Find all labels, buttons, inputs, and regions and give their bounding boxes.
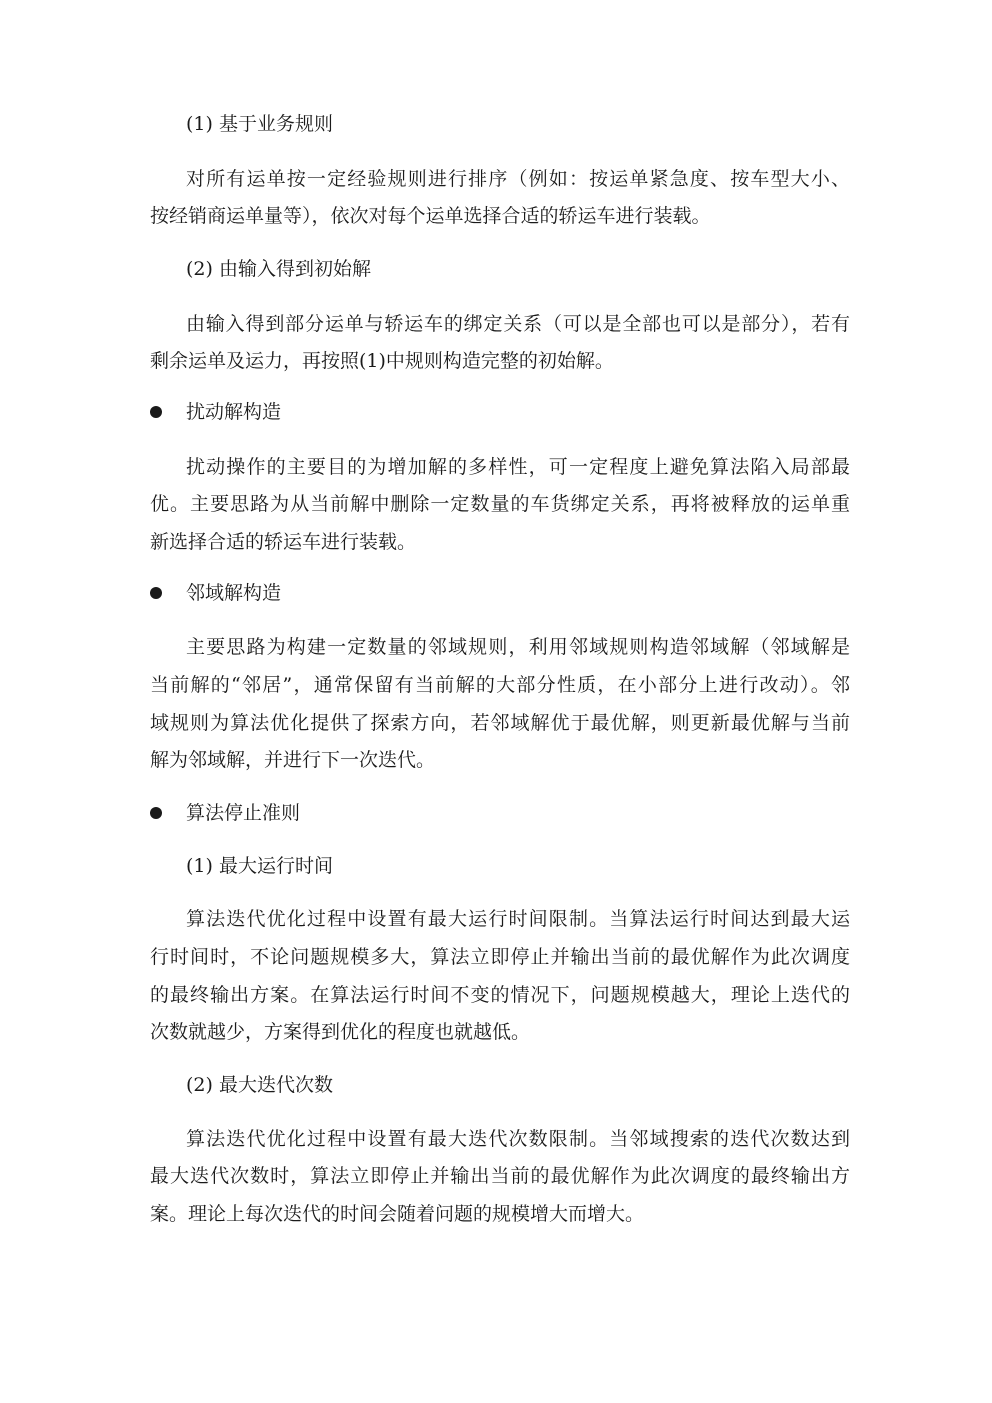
bullet-dot-icon [150, 807, 162, 819]
bullet-dot-icon [150, 406, 162, 418]
paragraph-line: 当前解的“邻居”，通常保留有当前解的大部分性质，在小部分上进行改动）。邻 [150, 674, 850, 696]
paragraph-line: 对所有运单按一定经验规则进行排序（例如：按运单紧急度、按车型大小、 [186, 168, 850, 190]
paragraph-line: 剩余运单及运力，再按照(1)中规则构造完整的初始解。 [150, 350, 614, 372]
paragraph-line: 行时间时，不论问题规模多大，算法立即停止并输出当前的最优解作为此次调度 [150, 946, 850, 968]
paragraph-line: 解为邻域解，并进行下一次迭代。 [150, 749, 436, 771]
paragraph-line: 优。主要思路为从当前解中删除一定数量的车货绑定关系，再将被释放的运单重 [150, 493, 850, 515]
bullet-title: 算法停止准则 [186, 802, 301, 824]
paragraph-line: 案。理论上每次迭代的时间会随着问题的规模增大而增大。 [150, 1203, 645, 1225]
bullet-title: 邻域解构造 [186, 582, 282, 604]
paragraph-line: 最大迭代次数时，算法立即停止并输出当前的最优解作为此次调度的最终输出方 [150, 1165, 850, 1187]
paragraph-line: 主要思路为构建一定数量的邻域规则，利用邻域规则构造邻域解（邻域解是 [186, 636, 850, 658]
subsection-heading-business-rules: (1) 基于业务规则 [186, 113, 333, 135]
paragraph-line: 由输入得到部分运单与轿运车的绑定关系（可以是全部也可以是部分），若有 [186, 313, 850, 335]
paragraph-line: 算法迭代优化过程中设置有最大迭代次数限制。当邻域搜索的迭代次数达到 [186, 1128, 850, 1150]
paragraph-line: 新选择合适的轿运车进行装载。 [150, 531, 417, 553]
paragraph-line: 按经销商运单量等），依次对每个运单选择合适的轿运车进行装载。 [150, 205, 711, 227]
subsection-heading-max-iterations: (2) 最大迭代次数 [186, 1074, 333, 1096]
paragraph-line: 次数就越少，方案得到优化的程度也就越低。 [150, 1021, 531, 1043]
subsection-heading-initial-solution: (2) 由输入得到初始解 [186, 258, 371, 280]
paragraph-line: 扰动操作的主要目的为增加解的多样性，可一定程度上避免算法陷入局部最 [186, 456, 850, 478]
paragraph-line: 域规则为算法优化提供了探索方向，若邻域解优于最优解，则更新最优解与当前 [150, 712, 850, 734]
bullet-dot-icon [150, 587, 162, 599]
paragraph-line: 算法迭代优化过程中设置有最大运行时间限制。当算法运行时间达到最大运 [186, 908, 850, 930]
subsection-heading-max-runtime: (1) 最大运行时间 [186, 855, 333, 877]
bullet-title: 扰动解构造 [186, 401, 282, 423]
paragraph-line: 的最终输出方案。在算法运行时间不变的情况下，问题规模越大，理论上迭代的 [150, 984, 850, 1006]
